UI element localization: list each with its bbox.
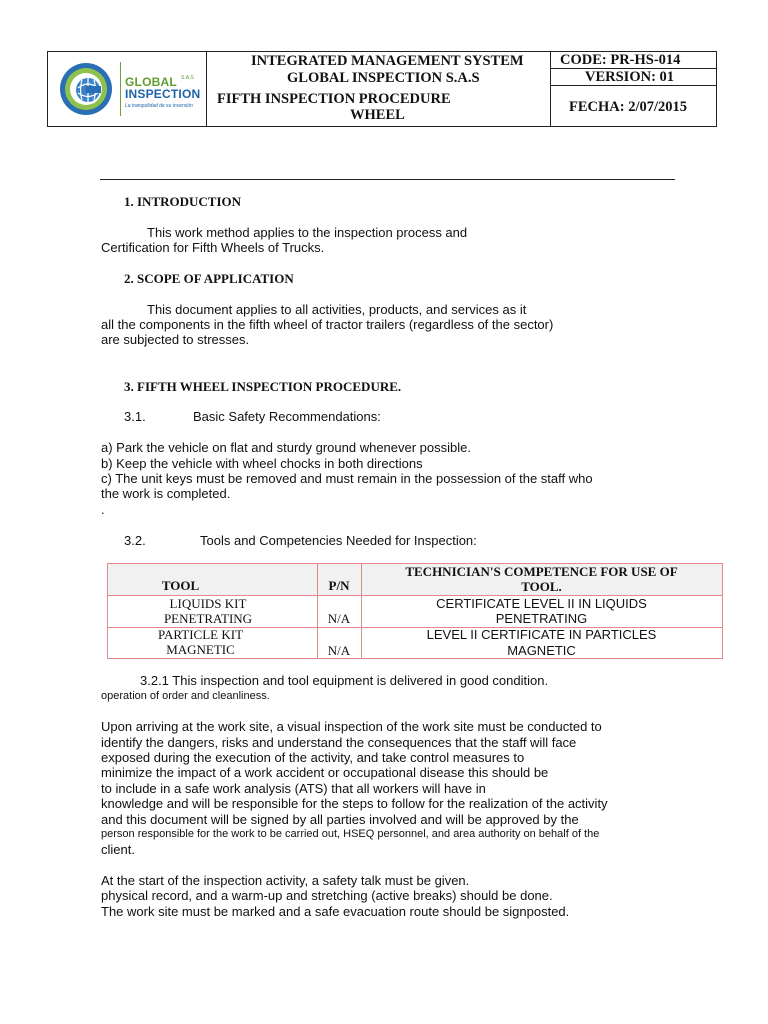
subsection-3-1-title: Basic Safety Recommendations: [193,409,381,424]
paragraph-site-line-7: and this document will be signed by all parties involved and will be approved by the [101,812,579,827]
logo-divider [120,62,121,116]
paragraph-3-2-1-line-2: operation of order and cleanliness. [101,690,270,702]
header-title-cell [206,52,551,126]
section-2-text-line-1: This document applies to all activities, products, and services as it [147,302,527,317]
logo-word-inspection: INSPECTION [125,87,201,101]
subsection-3-2-number: 3.2. [124,533,146,548]
paragraph-site-line-8: person responsible for the work to be carried out, HSEQ personnel, and area authority on behalf of the [101,828,600,840]
section-3-heading: 3. FIFTH WHEEL INSPECTION PROCEDURE. [124,379,402,394]
section-2-heading: 2. SCOPE OF APPLICATION [124,271,294,286]
header-company-name: GLOBAL INSPECTION S.A.S [287,70,480,86]
subsection-3-1-number: 3.1. [124,409,146,424]
stray-period: . [101,502,105,517]
table-row-1-pn: N/A [327,611,351,626]
logo-word-global: GLOBAL [125,75,177,89]
section-1-text-line-2: Certification for Fifth Wheels of Trucks. [101,240,325,255]
paragraph-site-line-6: knowledge and will be responsible for the steps to follow for the realization of the activity [101,796,608,811]
table-row-2-tool-line-1: PARTICLE KIT [157,627,244,642]
recommendation-b: b) Keep the vehicle with wheel chocks in both directions [101,456,423,471]
logo-cell [48,52,207,126]
section-2-text-line-2: all the components in the fifth wheel of tractor trailers (regardless of the sector) [101,317,554,332]
globe-logo-icon [59,62,113,116]
column-header-competence-line-2: TOOL. [521,579,562,594]
logo-sas: S.A.S [181,75,194,81]
header-system-title: INTEGRATED MANAGEMENT SYSTEM [251,53,524,69]
subsection-3-2-title: Tools and Competencies Needed for Inspection: [200,533,477,548]
document-date: FECHA: 2/07/2015 [569,99,688,115]
paragraph-site-line-9: client. [101,842,135,857]
section-2-text-line-3: are subjected to stresses. [101,332,250,347]
document-code: CODE: PR-HS-014 [560,52,681,68]
paragraph-site-line-2: identify the dangers, risks and understand the consequences that the staff will face [101,735,577,750]
document-version: VERSION: 01 [585,69,675,85]
horizontal-rule [100,179,675,180]
column-header-competence-line-1: TECHNICIAN'S COMPETENCE FOR USE OF [405,564,678,579]
header-procedure-title: FIFTH INSPECTION PROCEDURE [217,91,451,107]
paragraph-safety-line-2: physical record, and a warm-up and stretching (active breaks) should be done. [101,888,553,903]
paragraph-site-line-3: exposed during the execution of the activity, and take control measures to [101,750,525,765]
table-row-1-competence-line-1: CERTIFICATE LEVEL II IN LIQUIDS [436,596,647,611]
header-procedure-subtitle: WHEEL [350,107,405,123]
paragraph-site-line-1: Upon arriving at the work site, a visual inspection of the work site must be conducted to [101,719,602,734]
table-row-2-competence-line-1: LEVEL II CERTIFICATE IN PARTICLES [426,627,657,642]
recommendation-c-line-1: c) The unit keys must be removed and must remain in the possession of the staff who [101,471,593,486]
section-1-text-line-1: This work method applies to the inspection process and [147,225,468,240]
table-row-2-competence-line-2: MAGNETIC [507,643,576,658]
paragraph-safety-line-3: The work site must be marked and a safe evacuation route should be signposted. [101,904,570,919]
column-header-pn: P/N [328,578,350,593]
column-header-tool: TOOL [161,578,200,593]
paragraph-safety-line-1: At the start of the inspection activity, a safety talk must be given. [101,873,470,888]
paragraph-3-2-1-line-1: 3.2.1 This inspection and tool equipment is delivered in good condition. [140,673,549,688]
document-header [47,51,717,127]
recommendation-c-line-2: the work is completed. [101,486,231,501]
tools-table [107,563,723,659]
table-row-2-pn: N/A [327,643,351,658]
header-meta-cell [550,52,716,126]
table-row-1-tool-line-2: PENETRATING [163,611,253,626]
table-row-1-competence-line-2: PENETRATING [495,611,588,626]
recommendation-a: a) Park the vehicle on flat and sturdy ground whenever possible. [101,440,471,455]
logo-tagline: La tranquilidad de su inversión [125,103,193,109]
section-1-heading: 1. INTRODUCTION [124,194,242,209]
paragraph-site-line-5: to include in a safe work analysis (ATS) that all workers will have in [101,781,486,796]
paragraph-site-line-4: minimize the impact of a work accident or occupational disease this should be [101,765,549,780]
table-row-2-tool-line-2: MAGNETIC [166,642,235,657]
table-row-1-tool-line-1: LIQUIDS KIT [169,596,247,611]
